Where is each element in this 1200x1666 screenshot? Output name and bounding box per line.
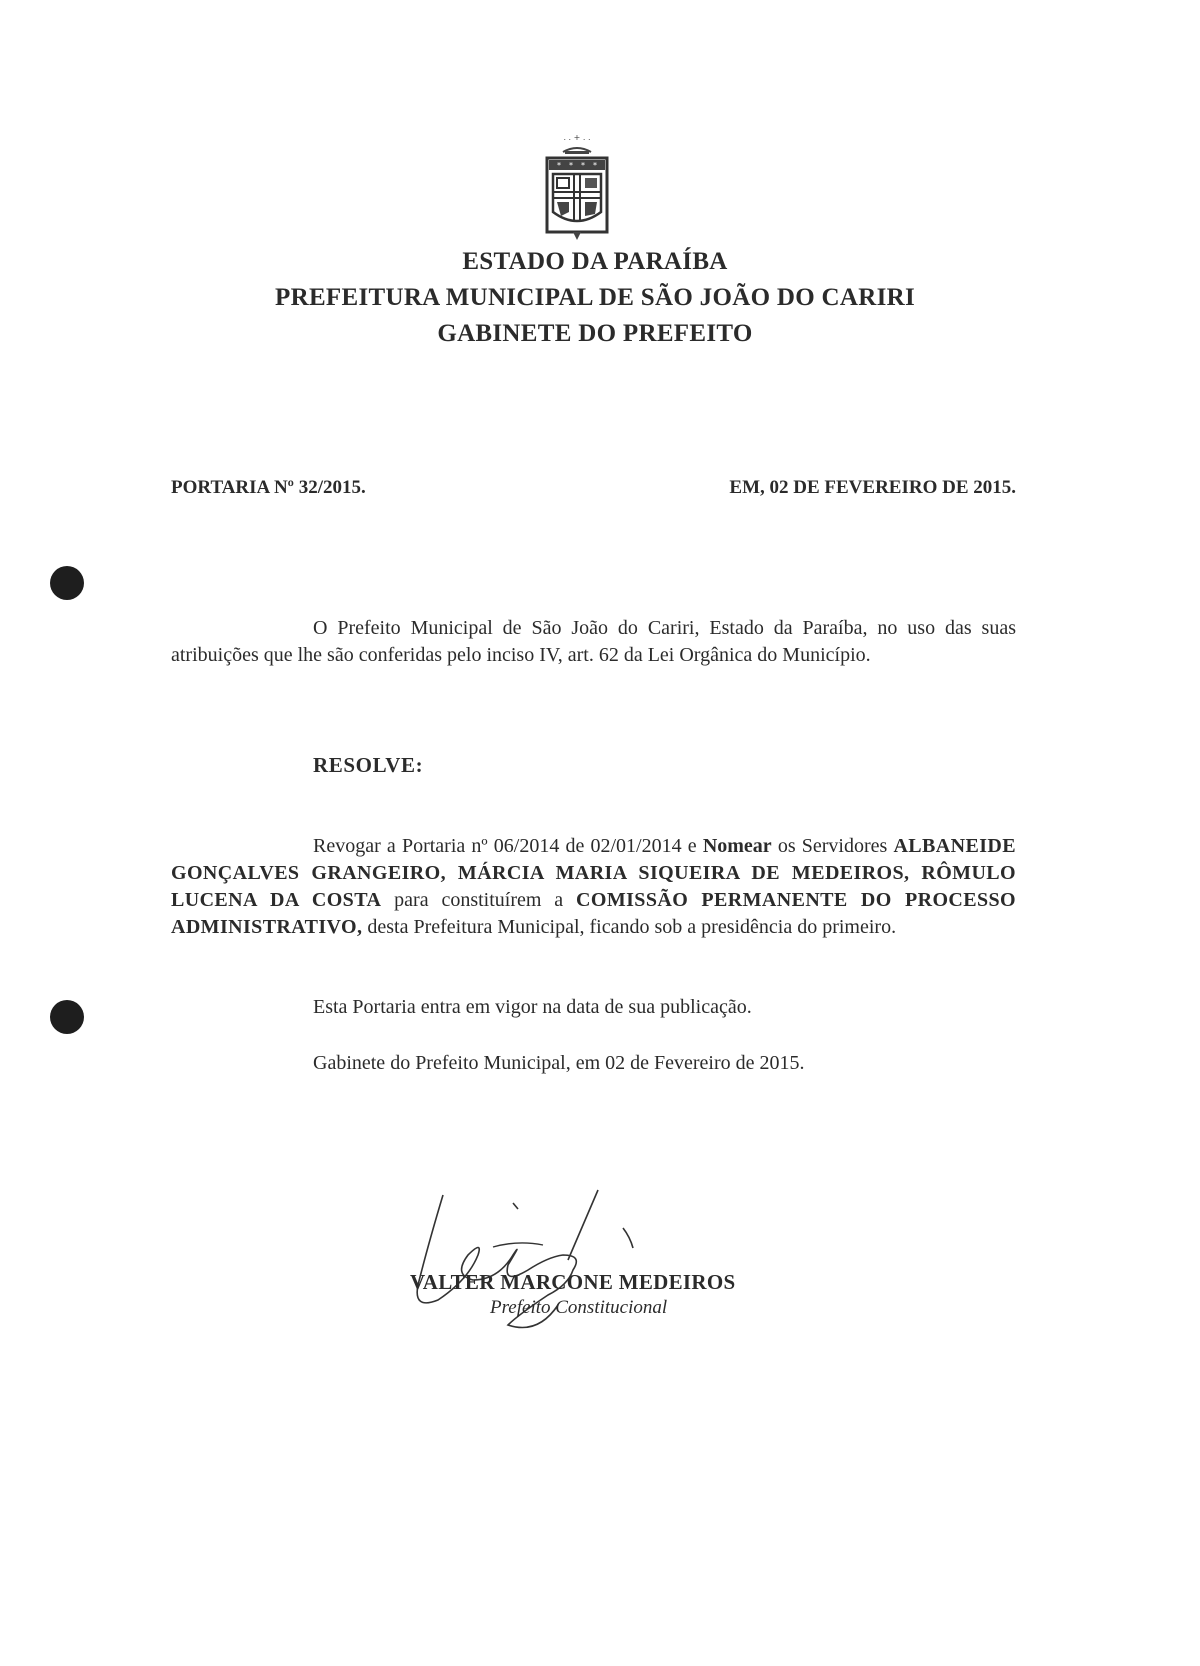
- article-servers-label: os Servidores: [771, 835, 894, 857]
- signatory-name: VALTER MARCONE MEDEIROS: [410, 1270, 736, 1294]
- closing-block: [171, 1050, 1016, 1077]
- state-title: ESTADO DA PARAÍBA: [462, 248, 728, 275]
- svg-text:. . + . .: . . + . .: [563, 133, 591, 142]
- punch-hole: [50, 1000, 84, 1034]
- article-block: [171, 833, 1016, 941]
- article-constitute: para constituírem a: [381, 889, 577, 911]
- preamble-text: O Prefeito Municipal de São João do Cariri, Estado da Paraíba, no uso das suas atribuições que lhe são conferidas pelo inciso IV, art. 62 da Lei Orgânica do Município.: [171, 617, 1016, 666]
- vigor-text: Esta Portaria entra em vigor na data de sua publicação.: [313, 996, 752, 1018]
- article-appoint: Nomear: [702, 835, 772, 857]
- svg-text:*: *: [581, 161, 585, 170]
- document-header: [160, 244, 1030, 352]
- svg-text:*: *: [569, 161, 573, 170]
- article-revoke: Revogar a Portaria nº 06/2014 de 02/01/2014 e: [313, 835, 703, 857]
- article-server-names: ALBANEIDE GONÇALVES GRANGEIRO, MÁRCIA MARIA SIQUEIRA DE MEDEIROS, RÔMULO LUCENA DA COSTA: [171, 835, 1016, 911]
- signatory-title: Prefeito Constitucional: [490, 1297, 668, 1318]
- municipality-title: PREFEITURA MUNICIPAL DE SÃO JOÃO DO CARIRI: [275, 284, 915, 311]
- coat-of-arms-icon: [545, 132, 609, 244]
- article-text: [171, 833, 1016, 941]
- punch-hole: [50, 566, 84, 600]
- resolve-heading: RESOLVE:: [313, 753, 424, 777]
- vigor-block: [171, 994, 1016, 1021]
- article-remainder: desta Prefeitura Municipal, ficando sob a presidência do primeiro.: [362, 916, 897, 938]
- svg-text:*: *: [593, 161, 597, 170]
- portaria-number: PORTARIA Nº 32/2015.: [171, 477, 366, 498]
- signatory-block: [410, 1270, 810, 1319]
- preamble-block: [171, 615, 1016, 669]
- office-title: GABINETE DO PREFEITO: [437, 320, 753, 347]
- svg-text:*: *: [557, 161, 561, 170]
- article-commission-name: COMISSÃO PERMANENTE DO PROCESSO ADMINISTRATIVO,: [171, 889, 1016, 938]
- closing-text: Gabinete do Prefeito Municipal, em 02 de Fevereiro de 2015.: [313, 1052, 805, 1074]
- portaria-date: EM, 02 DE FEVEREIRO DE 2015.: [729, 477, 1016, 498]
